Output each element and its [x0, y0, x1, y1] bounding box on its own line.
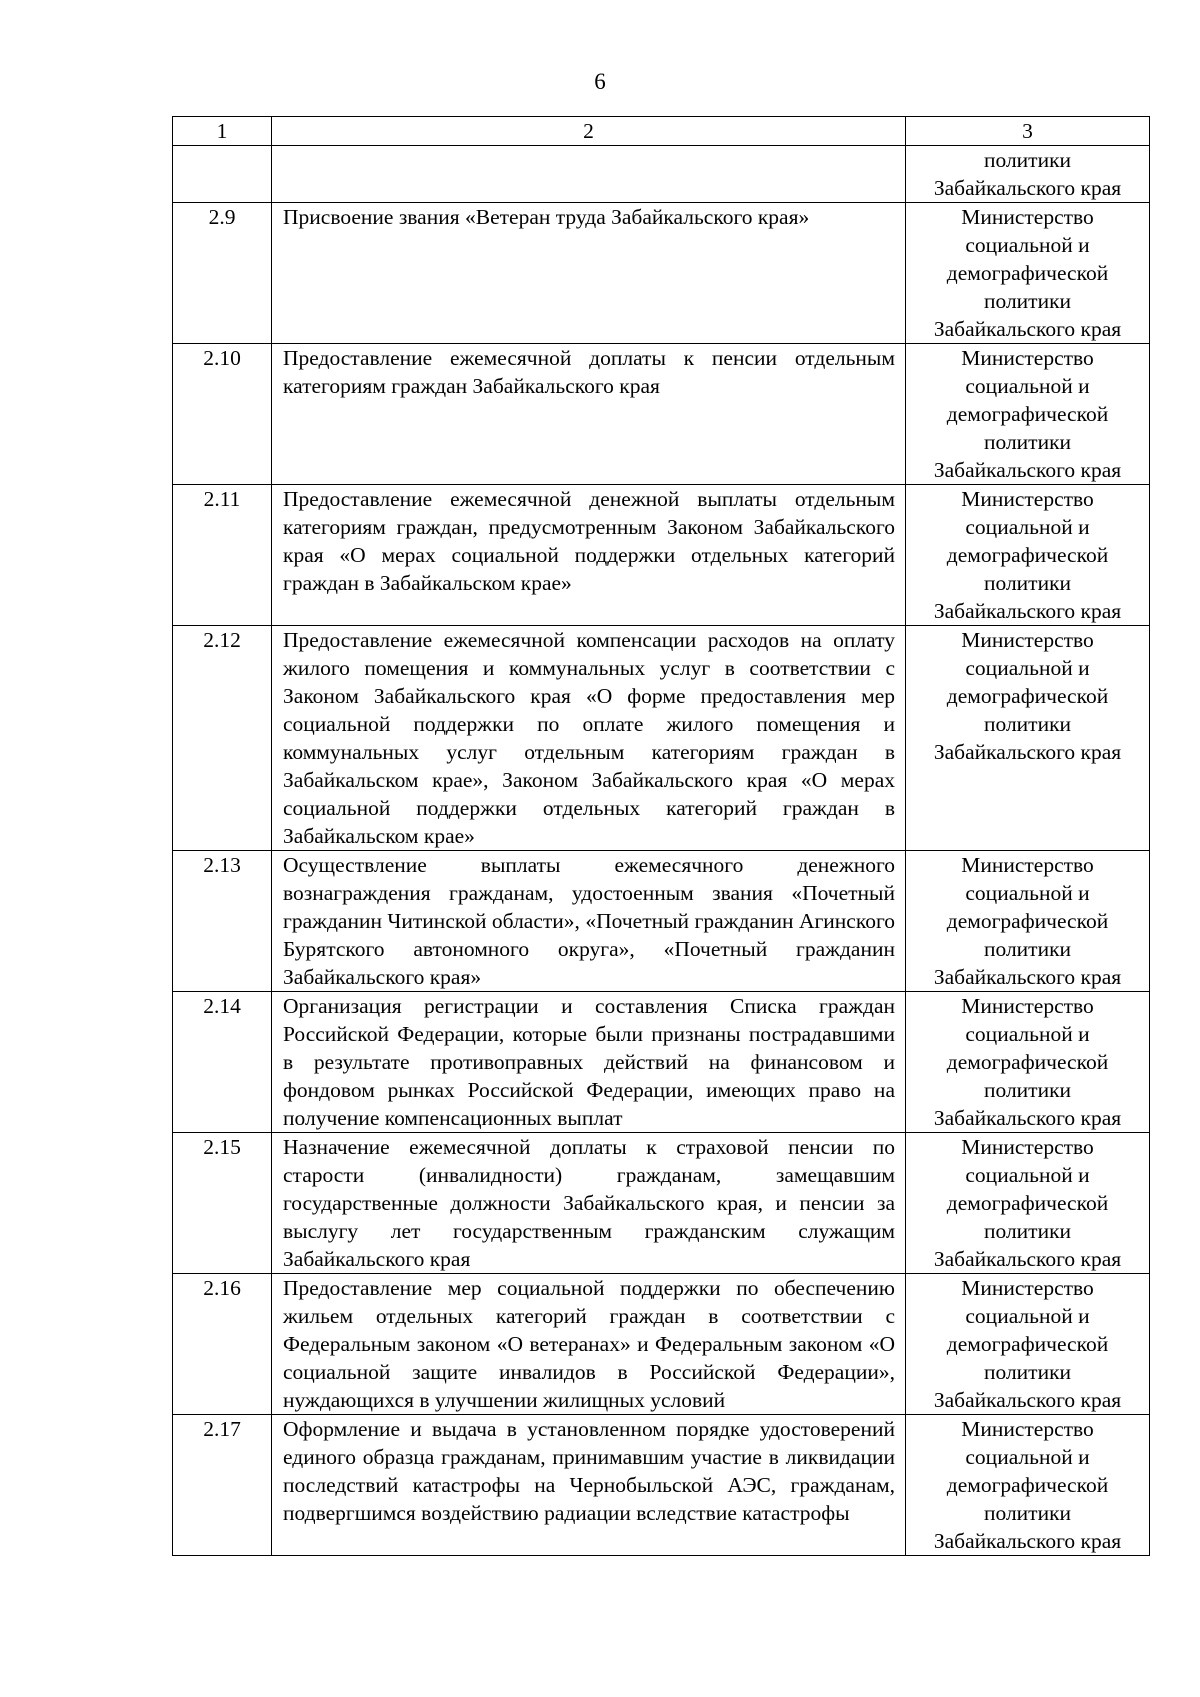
row-organization-cell	[906, 626, 1150, 851]
row-organization-cell	[906, 851, 1150, 992]
table-row-continuation	[173, 146, 1150, 203]
row-organization-cell	[906, 485, 1150, 626]
table-row	[173, 626, 1150, 851]
column-header-2: 2	[272, 117, 906, 146]
table-row	[173, 1415, 1150, 1556]
row-organization-cell	[906, 203, 1150, 344]
row-organization-cell	[906, 1415, 1150, 1556]
table-row	[173, 1274, 1150, 1415]
row-number-cell: 2.12	[173, 626, 272, 851]
org-line: политики	[983, 571, 1072, 595]
row-organization-cell	[906, 992, 1150, 1133]
row-number-cell: 2.11	[173, 485, 272, 626]
table-row	[173, 203, 1150, 344]
org-line: Забайкальского края	[933, 458, 1122, 482]
table-row	[173, 1133, 1150, 1274]
org-line: Забайкальского края	[933, 740, 1122, 764]
org-line: Забайкальского края	[933, 1106, 1122, 1130]
page-number: 6	[594, 69, 606, 94]
org-line: Министерство	[961, 1276, 1094, 1300]
org-line: социальной и	[965, 1163, 1090, 1187]
org-line: Министерство	[961, 1135, 1094, 1159]
row-description-cell	[272, 485, 906, 626]
row-description-cell	[272, 344, 906, 485]
org-line: демографической	[946, 1050, 1109, 1074]
row-description-cell	[272, 1415, 906, 1556]
org-line: Забайкальского края	[933, 317, 1122, 341]
org-line: демографической	[946, 684, 1109, 708]
row-description: Предоставление ежемесячной компенсации расходов на оплату жилого помещения и коммунальных услуг в соответствии с Законом Забайкальского края «О форме предоставления мер социальной поддержки по оплате жилого помещения и коммунальных услуг отдельным категориям граждан в Забайкальском крае», Законом Забайкальского края «О мерах социальной поддержки отдельных категорий граждан в Забайкальском крае»	[283, 628, 895, 848]
org-line: демографической	[946, 261, 1109, 285]
table-row	[173, 344, 1150, 485]
org-line: Забайкальского края	[933, 1247, 1122, 1271]
row-description: Организация регистрации и составления Списка граждан Российской Федерации, которые были признаны пострадавшими в результате противоправных действий на финансовом и фондовом рынках Российской Федерации, имеющих право на получение компенсационных выплат	[283, 994, 895, 1130]
org-line: политики	[983, 937, 1072, 961]
org-line: Министерство	[961, 628, 1094, 652]
table-row	[173, 992, 1150, 1133]
row-description: Предоставление мер социальной поддержки по обеспечению жильем отдельных категорий граждан в соответствии с Федеральным законом «О ветеранах» и Федеральным законом «О социальной защите инвалидов в Российской Федерации», нуждающихся в улучшении жилищных условий	[283, 1276, 895, 1412]
row-number-cell: 2.15	[173, 1133, 272, 1274]
org-line: политики	[983, 712, 1072, 736]
org-line: Забайкальского края	[933, 176, 1122, 200]
org-line: политики	[983, 1501, 1072, 1525]
org-line: Министерство	[961, 1417, 1094, 1441]
org-line: Забайкальского края	[933, 1529, 1122, 1553]
org-line: политики	[983, 148, 1072, 172]
row-description-cell	[272, 203, 906, 344]
org-line: социальной и	[965, 515, 1090, 539]
column-header-1: 1	[173, 117, 272, 146]
row-number-cell: 2.14	[173, 992, 272, 1133]
table-row	[173, 485, 1150, 626]
org-line: социальной и	[965, 656, 1090, 680]
org-line: Министерство	[961, 994, 1094, 1018]
row-description-cell	[272, 992, 906, 1133]
org-line: политики	[983, 289, 1072, 313]
row-organization-cell	[906, 344, 1150, 485]
org-line: демографической	[946, 1191, 1109, 1215]
row-description: Присвоение звания «Ветеран труда Забайкальского края»	[283, 205, 810, 229]
row-description-cell	[272, 146, 906, 203]
row-organization-cell	[906, 1133, 1150, 1274]
org-line: демографической	[946, 909, 1109, 933]
org-line: демографической	[946, 543, 1109, 567]
org-line: Забайкальского края	[933, 1388, 1122, 1412]
row-description: Осуществление выплаты ежемесячного денежного вознаграждения гражданам, удостоенным звания «Почетный гражданин Читинской области», «Почетный гражданин Агинского Бурятского автономного округа», «Почетный гражданин Забайкальского края»	[283, 853, 895, 989]
row-organization-cell	[906, 1274, 1150, 1415]
org-line: Забайкальского края	[933, 965, 1122, 989]
org-line: демографической	[946, 1473, 1109, 1497]
row-description-cell	[272, 851, 906, 992]
row-description: Назначение ежемесячной доплаты к страховой пенсии по старости (инвалидности) гражданам, замещавшим государственные должности Забайкальского края, и пенсии за выслугу лет государственным гражданским служащим Забайкальского края	[283, 1135, 895, 1271]
table-header-row	[173, 117, 1150, 146]
row-description-cell	[272, 1274, 906, 1415]
table-row	[173, 851, 1150, 992]
row-number-cell: 2.9	[173, 203, 272, 344]
org-line: социальной и	[965, 1304, 1090, 1328]
org-line: социальной и	[965, 1445, 1090, 1469]
org-line: Министерство	[961, 346, 1094, 370]
org-line: Министерство	[961, 853, 1094, 877]
org-line: политики	[983, 430, 1072, 454]
row-number-cell: 2.10	[173, 344, 272, 485]
org-line: Министерство	[961, 487, 1094, 511]
row-number-cell	[173, 146, 272, 203]
org-line: политики	[983, 1360, 1072, 1384]
services-table	[172, 116, 1150, 1556]
row-number-cell: 2.13	[173, 851, 272, 992]
row-number-cell: 2.17	[173, 1415, 272, 1556]
row-organization-cell	[906, 146, 1150, 203]
org-line: социальной и	[965, 233, 1090, 257]
row-description: Предоставление ежемесячной доплаты к пенсии отдельным категориям граждан Забайкальского края	[283, 346, 895, 398]
org-line: Забайкальского края	[933, 599, 1122, 623]
row-description: Предоставление ежемесячной денежной выплаты отдельным категориям граждан, предусмотренным Законом Забайкальского края «О мерах социальной поддержки отдельных категорий граждан в Забайкальском крае»	[283, 487, 895, 595]
row-description-cell	[272, 626, 906, 851]
row-description: Оформление и выдача в установленном порядке удостоверений единого образца гражданам, принимавшим участие в ликвидации последствий катастрофы на Чернобыльской АЭС, гражданам, подвергшимся воздействию радиации вследствие катастрофы	[283, 1417, 895, 1525]
org-line: социальной и	[965, 374, 1090, 398]
org-line: демографической	[946, 402, 1109, 426]
org-line: политики	[983, 1219, 1072, 1243]
org-line: социальной и	[965, 1022, 1090, 1046]
org-line: политики	[983, 1078, 1072, 1102]
row-number-cell: 2.16	[173, 1274, 272, 1415]
column-header-3: 3	[906, 117, 1150, 146]
org-line: социальной и	[965, 881, 1090, 905]
org-line: демографической	[946, 1332, 1109, 1356]
row-description-cell	[272, 1133, 906, 1274]
org-line: Министерство	[961, 205, 1094, 229]
